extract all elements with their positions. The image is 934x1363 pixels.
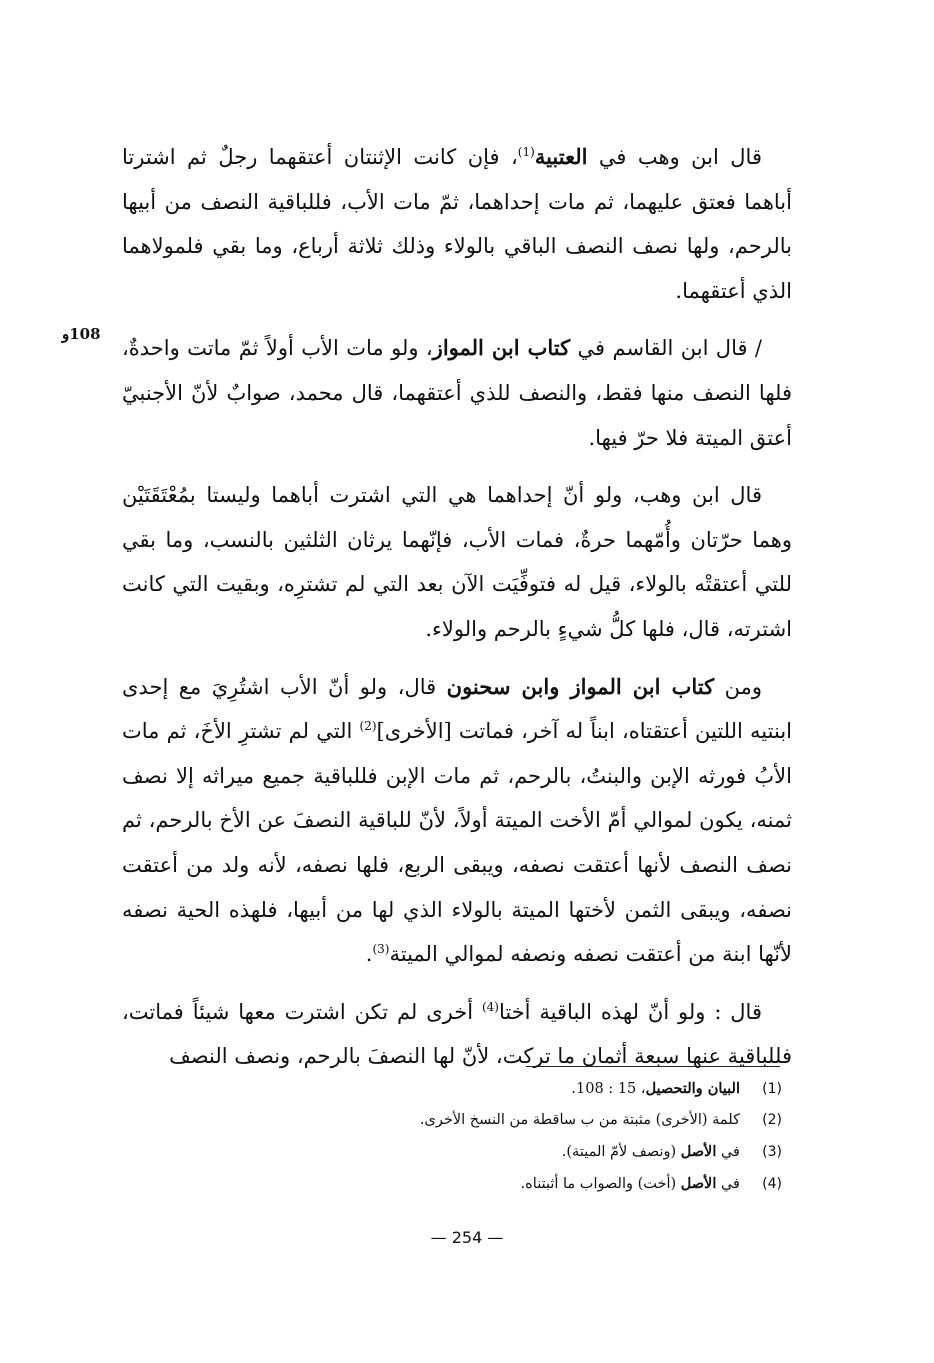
text-run: . bbox=[365, 942, 373, 967]
main-text bbox=[122, 135, 792, 1092]
bold-title: الأصل bbox=[680, 1175, 717, 1192]
text-run: ، فإن كانت الإثنتان أعتقهما رجلٌ ثم اشترتا أباهما فعتق عليهما، ثم مات إحداهما، ثمّ مات الأب، فللباقية النصف من أبيها بالرحم، ولها نصف النصف الباقي بالولاء وذلك ثلاثة أرباع، وما بقي فلمولاهما الذي أعتقهما. bbox=[122, 145, 792, 303]
text-run: قال : ولو أنّ لهذه الباقية أختا bbox=[498, 999, 762, 1024]
text-run: قال ابن وهب في bbox=[587, 145, 762, 169]
text-run: قال، ولو أنّ الأب اشتُرِيَ مع إحدى ابنتيه اللتين أعتقتاه، ابناً له آخر، فماتت [الأخرى] bbox=[122, 674, 793, 744]
footnote-ref: (4) bbox=[481, 999, 499, 1014]
bold-title: البيان والتحصيل bbox=[645, 1080, 740, 1097]
footnote-ref: (1) bbox=[517, 145, 535, 159]
footnote bbox=[302, 1073, 782, 1105]
footnote bbox=[302, 1168, 782, 1200]
footnote-number: (1) bbox=[762, 1081, 782, 1097]
bold-title: كتاب ابن المواز وابن سحنون bbox=[446, 673, 715, 699]
paragraph bbox=[122, 326, 792, 460]
footnote-text bbox=[302, 1168, 740, 1200]
footnote-text bbox=[302, 1073, 740, 1105]
footnote-number: (3) bbox=[762, 1144, 782, 1160]
text-run: (ونصف لأمّ الميتة). bbox=[561, 1144, 681, 1160]
footnote-ref: (3) bbox=[372, 942, 390, 957]
footnote-ref: (2) bbox=[359, 719, 377, 734]
text-run: / قال ابن القاسم في bbox=[570, 336, 762, 361]
text-run: ، 15 : 108. bbox=[571, 1081, 646, 1097]
text-run: كلمة (الأخرى) مثبتة من ب ساقطة من النسخ الأخرى. bbox=[419, 1112, 740, 1128]
text-run: (أخت) والصواب ما أثبتناه. bbox=[520, 1176, 681, 1192]
page-number: — 254 — bbox=[430, 1228, 504, 1247]
footnote-number: (2) bbox=[762, 1112, 782, 1128]
marginal-folio-note: 108و bbox=[62, 325, 101, 343]
footnote-text bbox=[302, 1136, 740, 1168]
text-run: في bbox=[716, 1176, 740, 1192]
paragraph bbox=[122, 473, 792, 651]
footnotes bbox=[302, 1073, 782, 1200]
paragraph bbox=[122, 665, 792, 977]
bold-title: الأصل bbox=[680, 1143, 717, 1160]
text-run: في bbox=[716, 1144, 740, 1160]
footnote bbox=[302, 1136, 782, 1168]
footnote-separator bbox=[526, 1066, 780, 1067]
text-run: أخرى لم تكن اشترت معها شيئاً فماتت، فللباقية عنها سبعة أثمان ما تركت، لأنّ لها النصفَ بالرحم، ونصف النصف bbox=[122, 999, 792, 1069]
text-run: قال ابن وهب، ولو أنّ إحداهما هي التي اشترت أباهما وليستا بمُعْتَقَتَيْن وهما حرّتان وأُمّهما حرةٌ، فمات الأب، فإنّهما يرثان الثلثين بالنسب، وما بقي للتي أعتقتْه بالولاء، قيل له فتوفِّيَت الآن بعد التي لم تشترِه، وبقيت التي كانت اشترته، قال، فلها كلُّ شيءٍ بالرحم والولاء. bbox=[122, 483, 792, 641]
text-run: ، ولو مات الأب أولاً ثمّ ماتت واحدةٌ، فلها النصف منها فقط، والنصف للذي أعتقهما، قال محمد، صوابٌ لأنّ الأجنبيّ أعتق الميتة فلا حرّ فيها. bbox=[122, 336, 793, 450]
bold-title: العتبية bbox=[534, 144, 588, 169]
footnote bbox=[302, 1105, 782, 1136]
footnote-number: (4) bbox=[762, 1176, 782, 1192]
text-run: ومن bbox=[714, 674, 762, 699]
paragraph bbox=[122, 135, 792, 313]
footnote-text bbox=[302, 1105, 740, 1136]
text-run: التي لم تشترِ الأخَ، ثم مات الأبُ فورثه الإبن والبنتُ، بالرحم، ثم مات الإبن فللباقية جميع ميراثه إلا نصف ثمنه، يكون لموالي أمّ الأخت الميتة أولاً، لأنّ للباقية النصفَ عن الأخ بالرحم، ثم نصف النصف لأنها أعتقت نصفه، ويبقى الربع، فلها نصفه، لأنه ولد من أعتقت نصفه، ويبقى الثمن لأختها الميتة بالولاء الذي لها من أبيها، فلهذه الحية نصفه لأنّها ابنة من أعتقت نصفه ونصفه لموالي الميتة bbox=[122, 719, 792, 967]
bold-title: كتاب ابن المواز bbox=[432, 335, 571, 361]
